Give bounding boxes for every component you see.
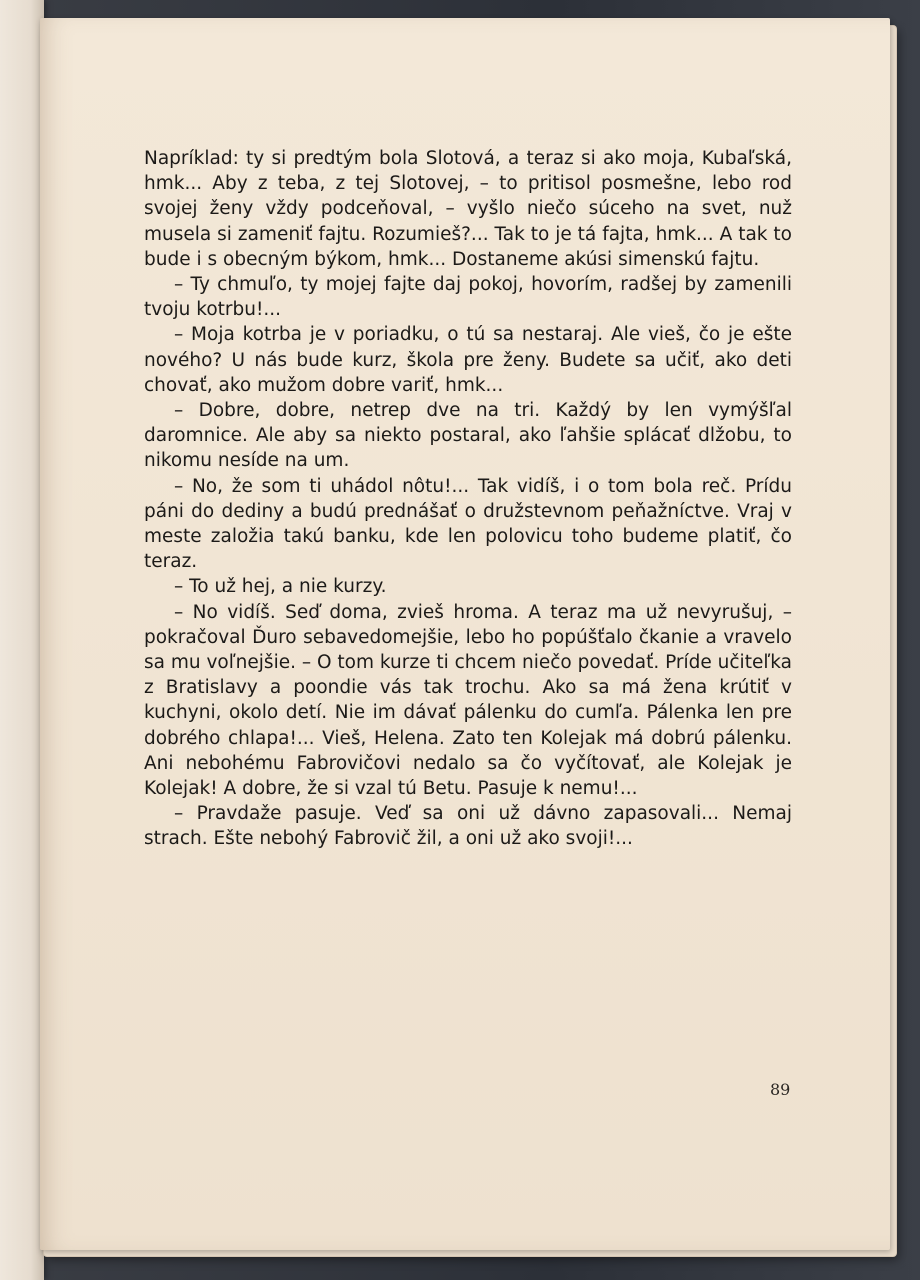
paragraph: – Moja kotrba je v poriadku, o tú sa nestaraj. Ale vieš, čo je ešte nového? U nás bude kurz, škola pre ženy. Budete sa učiť, ako deti chovať, ako mužom dobre variť, hmk...: [144, 324, 792, 396]
previous-page-edge: [0, 0, 44, 1280]
paragraph: – Ty chmuľo, ty mojej fajte daj pokoj, hovorím, radšej by zamenili tvoju kotrbu!...: [144, 274, 792, 321]
paragraph: – No vidíš. Seď doma, zvieš hroma. A teraz ma už nevyrušuj, – pokračoval Ďuro sebavedomejšie, lebo ho popúšťalo čkanie a vravelo sa mu voľnejšie. – O tom kurze ti chcem niečo povedať. Príde učiteľka z Bratislavy a poondie vás tak trochu. Ako sa má žena krútiť v kuchyni, okolo detí. Nie im dávať pálenku do cumľa. Pálenka len pre dobrého chlapa!... Vieš, Helena. Zato ten Kolejak má dobrú pálenku. Ani nebohému Fabrovičovi nedalo sa čo vyčítovať, ale Kolejak je Kolejak! A dobre, že si vzal tú Betu. Pasuje k nemu!...: [144, 601, 792, 800]
paragraph: – No, že som ti uhádol nôtu!... Tak vidíš, i o tom bola reč. Prídu páni do dediny a budú prednášať o družstevnom peňažníctve. Vraj v meste založia takú banku, kde len polovicu toho budeme platiť, čo teraz.: [144, 475, 792, 573]
paragraph: – Pravdaže pasuje. Veď sa oni už dávno zapasovali... Nemaj strach. Ešte nebohý Fabrovič žil, a oni už ako svoji!...: [144, 803, 792, 850]
paragraph: – Dobre, dobre, netrep dve na tri. Každý by len vymýšľal daromnice. Ale aby sa niekto postaral, ako ľahšie splácať dlžobu, to nikomu nesíde na um.: [144, 400, 792, 472]
page-number: 89: [770, 1080, 791, 1099]
page-text: [144, 146, 792, 852]
paragraph: – To už hej, a nie kurzy.: [174, 576, 387, 598]
paragraph: Napríklad: ty si predtým bola Slotová, a teraz si ako moja, Kubaľská, hmk... Aby z teba, z tej Slotovej, – to pritisol posmešne, lebo rod svojej ženy vždy podceňoval, – vyšlo niečo súceho na svet, nuž musela si zameniť fajtu. Rozumieš?... Tak to je tá fajta, hmk... A tak to bude i s obecným býkom, hmk... Dostaneme akúsi simenskú fajtu.: [144, 148, 792, 270]
book-page: [40, 18, 890, 1250]
